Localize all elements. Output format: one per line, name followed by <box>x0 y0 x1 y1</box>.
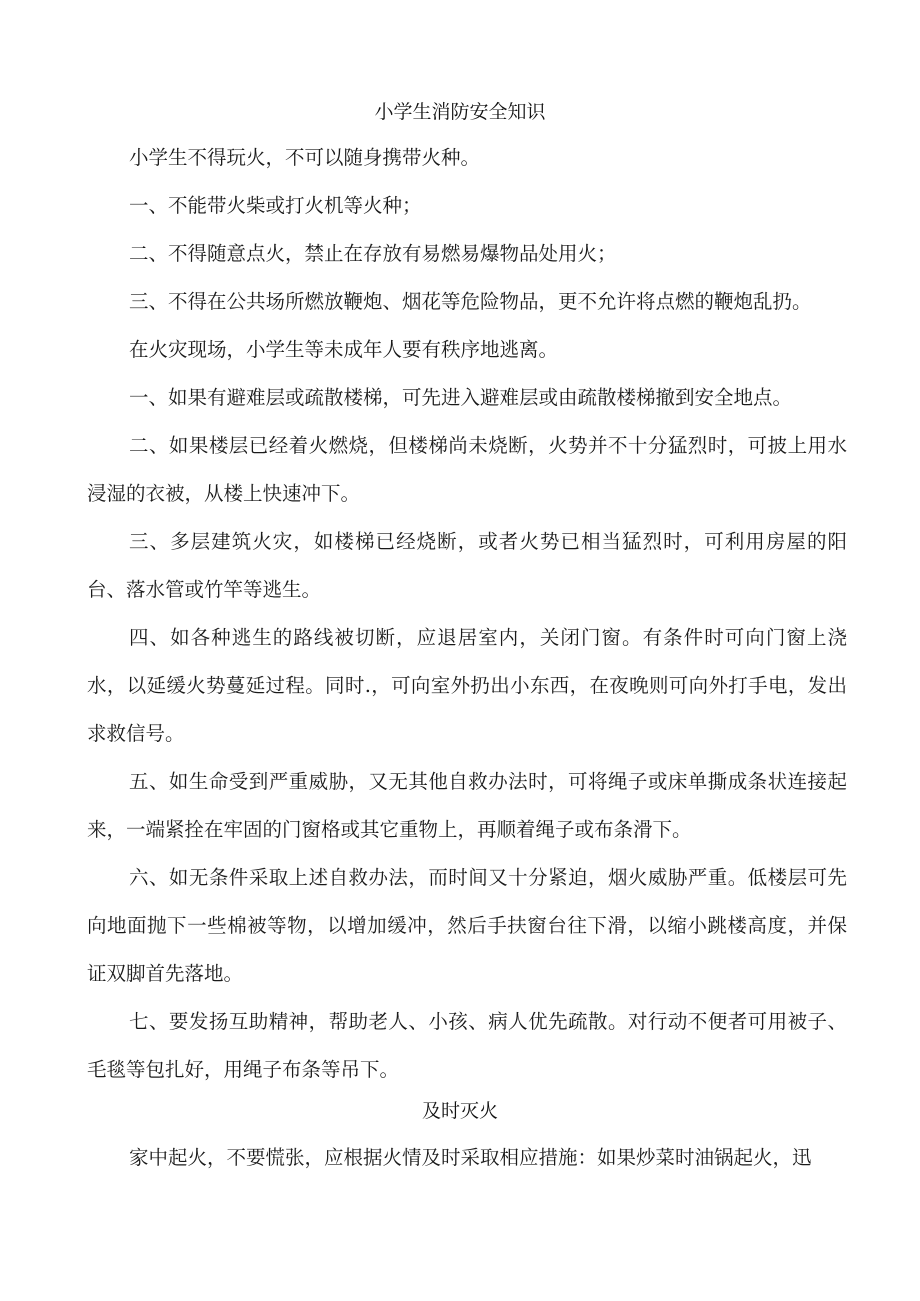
paragraph-rule-3: 三、不得在公共场所燃放鞭炮、烟花等危险物品，更不允许将点燃的鞭炮乱扔。 <box>129 290 812 313</box>
section-title-extinguish: 及时灭火 <box>421 1100 498 1122</box>
paragraph-escape-intro: 在火灾现场，小学生等未成年人要有秩序地逃离。 <box>129 338 559 361</box>
paragraph-escape-3: 三、多层建筑火灾，如楼梯已经烧断，或者火势已相当猛烈时，可利用房屋的阳台、落水管或竹竿等逃生。 <box>87 530 847 601</box>
paragraph-escape-1: 一、如果有避难层或疏散楼梯，可先进入避难层或由疏散楼梯撤到安全地点。 <box>129 386 793 409</box>
paragraph-extinguish-1: 家中起火，不要慌张，应根据火情及时采取相应措施：如果炒菜时油锅起火，迅 <box>129 1146 812 1169</box>
page-title: 小学生消防安全知识 <box>374 101 546 123</box>
paragraph-escape-7: 七、要发扬互助精神，帮助老人、小孩、病人优先疏散。对行动不便者可用被子、毛毯等包扎好，用绳子布条等吊下。 <box>87 1010 847 1081</box>
paragraph-rule-2: 二、不得随意点火，禁止在存放有易燃易爆物品处用火； <box>129 242 617 265</box>
paragraph-escape-6: 六、如无条件采取上述自救办法，而时间又十分紧迫，烟火威胁严重。低楼层可先向地面抛下一些棉被等物，以增加缓冲，然后手扶窗台往下滑，以缩小跳楼高度，并保证双脚首先落地。 <box>87 866 847 985</box>
paragraph-escape-2: 二、如果楼层已经着火燃烧，但楼梯尚未烧断，火势并不十分猛烈时，可披上用水浸湿的衣被，从楼上快速冲下。 <box>87 434 847 505</box>
paragraph-intro: 小学生不得玩火，不可以随身携带火种。 <box>129 146 481 169</box>
paragraph-escape-5: 五、如生命受到严重威胁，又无其他自救办法时，可将绳子或床单撕成条状连接起来，一端紧拴在牢固的门窗格或其它重物上，再顺着绳子或布条滑下。 <box>87 770 847 841</box>
paragraph-rule-1: 一、不能带火柴或打火机等火种； <box>129 194 422 217</box>
paragraph-escape-4: 四、如各种逃生的路线被切断，应退居室内，关闭门窗。有条件时可向门窗上浇水，以延缓火势蔓延过程。同时.，可向室外扔出小东西，在夜晚则可向外打手电，发出求救信号。 <box>87 626 847 745</box>
